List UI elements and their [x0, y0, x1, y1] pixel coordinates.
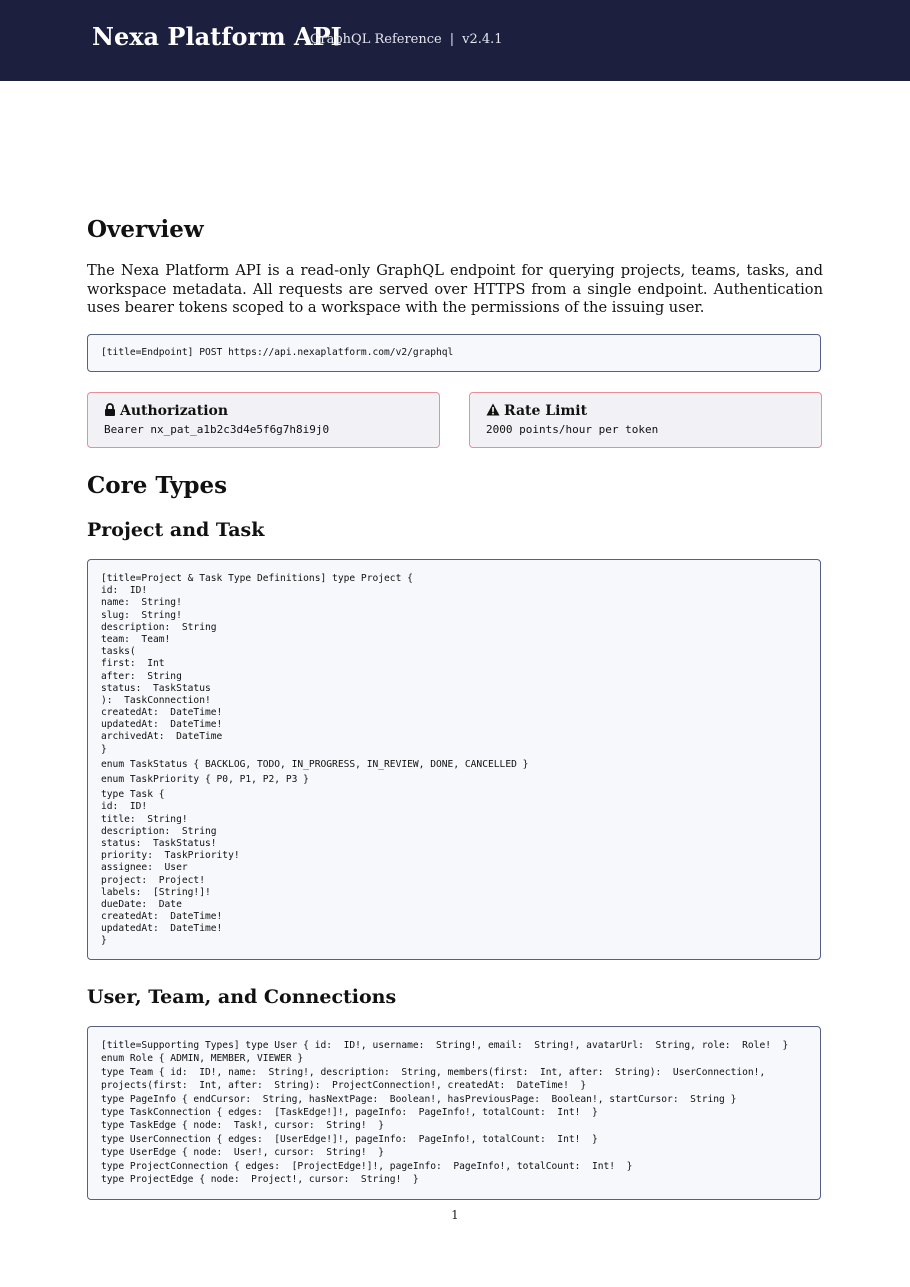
code-line: type Team { id: ID!, name: String!, description: String, members(first: Int, after: String): UserConnection!,: [101, 1066, 766, 1078]
code-line: projects(first: Int, after: String): ProjectConnection!, createdAt: DateTime! }: [101, 1080, 587, 1092]
supporting-types-code: [101, 1039, 810, 1186]
code-line: type TaskConnection { edges: [TaskEdge!]!, pageInfo: PageInfo!, totalCount: Int! }: [101, 1106, 598, 1118]
lock-icon: [104, 403, 116, 416]
code-line: team: Team!: [101, 633, 171, 645]
code-line: status: TaskStatus!: [101, 837, 217, 849]
code-line: id: ID!: [101, 585, 148, 597]
code-line: updatedAt: DateTime!: [101, 719, 223, 731]
code-line: title: String!: [101, 813, 188, 825]
endpoint-line: [title=Endpoint] POST https://api.nexaplatform.com/v2/graphql: [101, 347, 454, 358]
endpoint-code-block: [87, 334, 821, 372]
code-line: }: [101, 743, 107, 755]
code-line: [title=Supporting Types] type User { id: ID!, username: String!, email: String!, avatarUrl: String, role: Role! }: [101, 1040, 789, 1051]
code-line: first: Int: [101, 658, 165, 670]
overview-heading: Overview: [87, 216, 204, 243]
page-number: 1: [451, 1208, 459, 1222]
project-task-heading: Project and Task: [87, 519, 265, 541]
code-line: type ProjectEdge { node: Project!, cursor: String! }: [101, 1173, 419, 1185]
code-line: assignee: User: [101, 862, 188, 874]
supporting-types-code-block: [87, 1026, 821, 1200]
authorization-title: Authorization: [120, 403, 229, 419]
rate-limit-value: 2000 points/hour per token: [486, 423, 659, 436]
code-line: id: ID!: [101, 801, 148, 813]
rate-limit-callout: [469, 392, 822, 448]
authorization-callout-head: [104, 403, 228, 419]
code-line: dueDate: Date: [101, 898, 182, 910]
code-line: labels: [String!]!: [101, 886, 211, 898]
subtitle-text: GraphQL Reference: [310, 32, 442, 47]
task-type-lines: [101, 789, 810, 947]
project-task-code-block: [87, 559, 821, 960]
code-line: status: TaskStatus: [101, 682, 211, 694]
code-line: type ProjectConnection { edges: [ProjectEdge!]!, pageInfo: PageInfo!, totalCount: Int! }: [101, 1160, 633, 1172]
doc-subtitle: [310, 32, 503, 47]
enum-task-priority-line: enum TaskPriority { P0, P1, P2, P3 }: [101, 774, 309, 785]
enum-task-status-line: enum TaskStatus { BACKLOG, TODO, IN_PROGRESS, IN_REVIEW, DONE, CANCELLED }: [101, 758, 529, 770]
code-line: description: String: [101, 621, 217, 633]
code-line: slug: String!: [101, 609, 182, 621]
subtitle-separator: |: [449, 32, 455, 47]
project-task-code: [101, 573, 810, 948]
code-line: updatedAt: DateTime!: [101, 923, 223, 935]
code-line: type Task {: [101, 789, 165, 801]
code-line: createdAt: DateTime!: [101, 911, 223, 923]
authorization-value: Bearer nx_pat_a1b2c3d4e5f6g7h8i9j0: [104, 423, 330, 436]
authorization-callout: [87, 392, 440, 448]
overview-paragraph: The Nexa Platform API is a read-only GraphQL endpoint for querying projects, teams, tasks, and workspace metadata. All requests are served over HTTPS from a single endpoint. Authentication uses bearer tokens scoped to a workspace with the permissions of the issuing user.: [87, 262, 823, 316]
code-line: after: String: [101, 670, 182, 682]
core-types-heading: Core Types: [87, 472, 228, 499]
code-line: enum Role { ADMIN, MEMBER, VIEWER }: [101, 1053, 304, 1065]
code-line: [title=Project & Task Type Definitions] type Project {: [101, 573, 413, 584]
code-line: type UserEdge { node: User!, cursor: String! }: [101, 1147, 385, 1159]
code-line: tasks(: [101, 646, 136, 658]
code-line: }: [101, 935, 107, 947]
header-banner: [0, 0, 910, 81]
rate-limit-title: Rate Limit: [504, 403, 588, 419]
project-type-lines: [101, 573, 810, 756]
doc-title: Nexa Platform API: [92, 22, 342, 51]
rate-limit-callout-head: [486, 403, 587, 419]
code-line: ): TaskConnection!: [101, 694, 211, 706]
code-line: type PageInfo { endCursor: String, hasNextPage: Boolean!, hasPreviousPage: Boolean!, startCursor: String }: [101, 1093, 737, 1105]
version-text: v2.4.1: [462, 32, 503, 47]
code-line: type TaskEdge { node: Task!, cursor: String! }: [101, 1120, 385, 1132]
code-line: priority: TaskPriority!: [101, 850, 240, 862]
code-line: name: String!: [101, 597, 182, 609]
code-line: archivedAt: DateTime: [101, 731, 223, 743]
user-team-heading: User, Team, and Connections: [87, 986, 397, 1008]
code-line: createdAt: DateTime!: [101, 707, 223, 719]
warning-icon: [486, 403, 500, 416]
code-line: type UserConnection { edges: [UserEdge!]!, pageInfo: PageInfo!, totalCount: Int! }: [101, 1133, 598, 1145]
code-line: project: Project!: [101, 874, 205, 886]
code-line: description: String: [101, 825, 217, 837]
